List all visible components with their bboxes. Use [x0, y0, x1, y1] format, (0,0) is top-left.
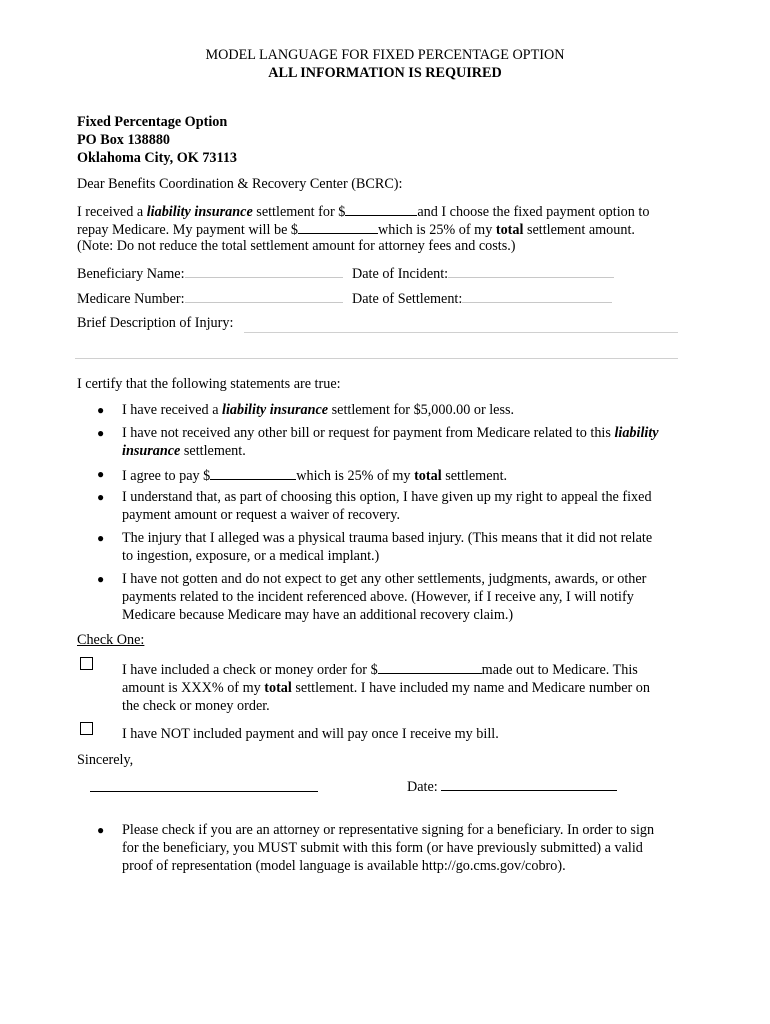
- bullet-icon: ●: [97, 490, 105, 504]
- date-of-incident-field[interactable]: [448, 263, 614, 278]
- check-amount-field[interactable]: [378, 659, 482, 674]
- bullet-icon: ●: [97, 572, 105, 586]
- certify-item-3: I agree to pay $ which is 25% of my total settlement.: [122, 465, 712, 485]
- beneficiary-name-row: [77, 263, 343, 283]
- settlement-amount-field[interactable]: [345, 201, 417, 216]
- intro-line-1: I received a liability insurance settlement for $ and I choose the fixed payment option to: [77, 201, 649, 221]
- date-row: [407, 776, 617, 796]
- payment-amount-field[interactable]: [298, 219, 378, 234]
- date-of-settlement-field[interactable]: [462, 288, 612, 303]
- date-label: Date:: [407, 779, 442, 795]
- bullet-icon: ●: [97, 403, 105, 417]
- medicare-number-row: [77, 288, 343, 308]
- bullet-icon: ●: [97, 531, 105, 545]
- medicare-number-label: Medicare Number:: [77, 291, 185, 307]
- injury-description-field-line-1[interactable]: [244, 332, 678, 333]
- check-one-label: Check One:: [77, 632, 145, 648]
- not-included-payment-checkbox[interactable]: [80, 722, 93, 735]
- beneficiary-name-label: Beneficiary Name:: [77, 266, 185, 282]
- signature-line[interactable]: [90, 791, 318, 792]
- address-line-3: Oklahoma City, OK 73113: [77, 150, 238, 166]
- not-included-payment-option: I have NOT included payment and will pay once I receive my bill.: [122, 726, 499, 742]
- address-line-1: Fixed Percentage Option: [77, 114, 228, 130]
- bullet-icon: ●: [97, 823, 105, 837]
- sincerely-text: Sincerely,: [77, 752, 134, 768]
- included-payment-option: I have included a check or money order for $ made out to Medicare. This amount is XXX% of my total settlement. I have included my name and Medicare number on the check or money order.: [122, 659, 712, 715]
- injury-description-field-line-2[interactable]: [75, 358, 678, 359]
- salutation: Dear Benefits Coordination & Recovery Center (BCRC):: [77, 176, 403, 192]
- beneficiary-name-field[interactable]: [185, 263, 343, 278]
- agree-to-pay-field[interactable]: [210, 465, 296, 480]
- date-of-settlement-label: Date of Settlement:: [352, 291, 463, 307]
- date-of-incident-label: Date of Incident:: [352, 266, 449, 282]
- liability-insurance-emphasis: liability insurance: [146, 204, 253, 220]
- certify-item-4: I understand that, as part of choosing this option, I have given up my right to appeal the fixed payment amount or request a waiver of recovery.: [122, 489, 652, 523]
- certify-item-2: I have not received any other bill or request for payment from Medicare related to this liability insurance settlement.: [122, 425, 659, 459]
- intro-line-2: repay Medicare. My payment will be $ which is 25% of my total settlement amount.: [77, 219, 635, 239]
- signature-date-field[interactable]: [441, 776, 617, 791]
- certify-item-6: I have not gotten and do not expect to get any other settlements, judgments, awards, or other payments related to the incident referenced above. (However, if I receive any, I will notify Medicare because Medicare may have an additional recovery claim.): [122, 571, 647, 623]
- form-title: MODEL LANGUAGE FOR FIXED PERCENTAGE OPTION: [205, 47, 565, 63]
- included-payment-checkbox[interactable]: [80, 657, 93, 670]
- certify-item-5: The injury that I alleged was a physical trauma based injury. (This means that it did not relate to ingestion, exposure, or a medical implant.): [122, 530, 653, 564]
- certify-item-1: I have received a liability insurance settlement for $5,000.00 or less.: [122, 402, 515, 418]
- attorney-note: Please check if you are an attorney or representative signing for a beneficiary. In order to sign for the beneficiary, you MUST submit with this form (or have previously submitted) a valid proof of representation (model language is available http://go.cms.gov/cobro).: [122, 822, 655, 874]
- bullet-icon: ●: [97, 426, 105, 440]
- bullet-icon: ●: [97, 467, 105, 481]
- form-subtitle: ALL INFORMATION IS REQUIRED: [268, 65, 502, 81]
- certify-lead: I certify that the following statements are true:: [77, 376, 341, 392]
- address-line-2: PO Box 138880: [77, 132, 171, 148]
- date-of-settlement-row: [352, 288, 612, 308]
- date-of-incident-row: [352, 263, 614, 283]
- medicare-number-field[interactable]: [185, 288, 343, 303]
- intro-note: (Note: Do not reduce the total settlement amount for attorney fees and costs.): [77, 238, 516, 254]
- injury-description-label: Brief Description of Injury:: [77, 315, 234, 331]
